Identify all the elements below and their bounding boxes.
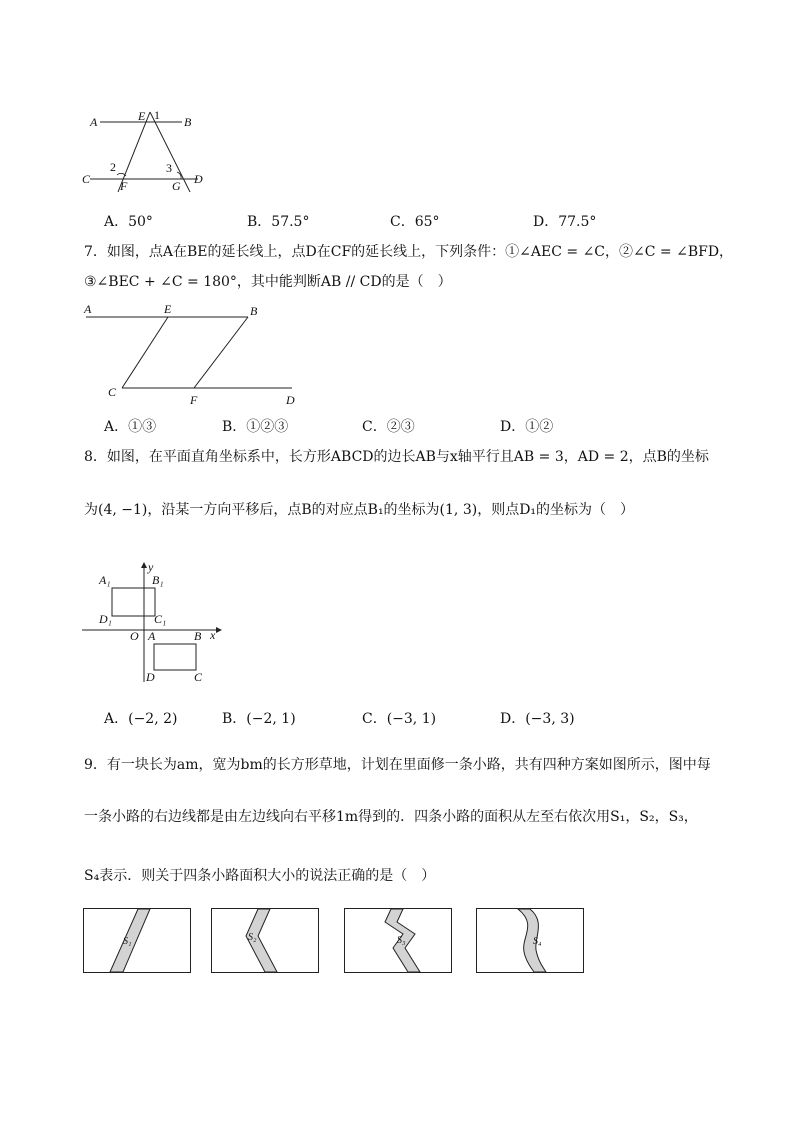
- q9-figure-1: [83, 908, 191, 973]
- q7-label-B: B: [250, 304, 258, 318]
- q6-label-B: B: [184, 115, 192, 129]
- q6-option-a[interactable]: A．50°: [104, 214, 153, 230]
- q6-label-F: F: [120, 179, 128, 193]
- q7-label-A: A: [84, 302, 92, 316]
- q7-option-c[interactable]: C．②③: [362, 419, 415, 435]
- q8-label-C: C: [194, 670, 203, 684]
- q6-figure: [80, 100, 220, 200]
- q6-option-b[interactable]: B．57.5°: [247, 214, 310, 230]
- q8-coordinate-figure: [80, 560, 230, 690]
- q7-label-E: E: [164, 302, 172, 316]
- q8-stem-line2: 为(4, −1)，沿某一方向平移后，点B的对应点B₁的坐标为(1, 3)，则点D₁的坐标为（ ）: [84, 502, 635, 518]
- q8-label-y: y: [148, 560, 154, 574]
- q7-option-a[interactable]: A．①③: [104, 419, 157, 435]
- q6-label-1: 1: [154, 108, 160, 122]
- q8-label-x: x: [210, 628, 216, 642]
- q6-label-3: 3: [166, 161, 172, 175]
- q7-option-d[interactable]: D．①②: [500, 419, 554, 435]
- q9-figure-3: [344, 908, 452, 973]
- q8-label-O: O: [130, 629, 139, 643]
- q8-label-B: B: [194, 629, 202, 643]
- q9-stem-line2: 一条小路的右边线都是由左边线向右平移1m得到的．四条小路的面积从左至右依次用S₁，S₂，S₃，: [84, 809, 698, 825]
- q8-stem-line1: 8．如图，在平面直角坐标系中，长方形ABCD的边长AB与x轴平行且AB = 3，AD = 2，点B的坐标: [84, 449, 709, 465]
- q6-option-d[interactable]: D．77.5°: [533, 214, 597, 230]
- q9-figure-2-label: S₂: [248, 932, 257, 943]
- q8-label-C1: C₁: [154, 612, 167, 626]
- q7-stem-line2: ③∠BEC + ∠C = 180°，其中能判断AB // CD的是（ ）: [84, 274, 452, 290]
- q7-label-D: D: [286, 393, 295, 407]
- q6-label-2: 2: [110, 160, 116, 174]
- q7-figure: [80, 300, 310, 410]
- q8-label-B1: B₁: [152, 573, 164, 587]
- q8-label-D1: D₁: [99, 612, 112, 626]
- q9-figure-4: [476, 908, 584, 973]
- q7-option-b[interactable]: B．①②③: [222, 419, 289, 435]
- q9-stem-line3: S₄表示．则关于四条小路面积大小的说法正确的是（ ）: [84, 868, 436, 884]
- q6-option-c[interactable]: C．65°: [390, 214, 440, 230]
- q8-label-A: A: [148, 629, 156, 643]
- q6-label-A: A: [90, 115, 98, 129]
- q8-option-b[interactable]: B．(−2, 1): [222, 711, 296, 727]
- q8-option-d[interactable]: D．(−3, 3): [500, 711, 575, 727]
- q6-label-C: C: [82, 172, 91, 186]
- q6-label-E: E: [138, 109, 146, 123]
- q9-figure-4-label: S₄: [533, 936, 542, 947]
- q6-label-G: G: [172, 179, 181, 193]
- q9-figure-2: [211, 908, 319, 973]
- q7-label-F: F: [190, 393, 198, 407]
- q7-label-C: C: [108, 385, 117, 399]
- q9-figure-3-label: S₃: [397, 935, 406, 946]
- q8-label-A1: A₁: [99, 573, 111, 587]
- q9-figure-1-label: S₁: [123, 936, 132, 947]
- q6-label-D: D: [194, 172, 203, 186]
- q7-stem-line1: 7．如图，点A在BE的延长线上，点D在CF的延长线上，下列条件：①∠AEC = ∠C，②∠C = ∠BFD，: [84, 244, 734, 260]
- q9-stem-line1: 9．有一块长为am，宽为bm的长方形草地，计划在里面修一条小路，共有四种方案如图所示，图中每: [84, 757, 711, 773]
- q8-option-c[interactable]: C．(−3, 1): [362, 711, 437, 727]
- q8-option-a[interactable]: A．(−2, 2): [104, 711, 178, 727]
- q8-label-D: D: [146, 670, 155, 684]
